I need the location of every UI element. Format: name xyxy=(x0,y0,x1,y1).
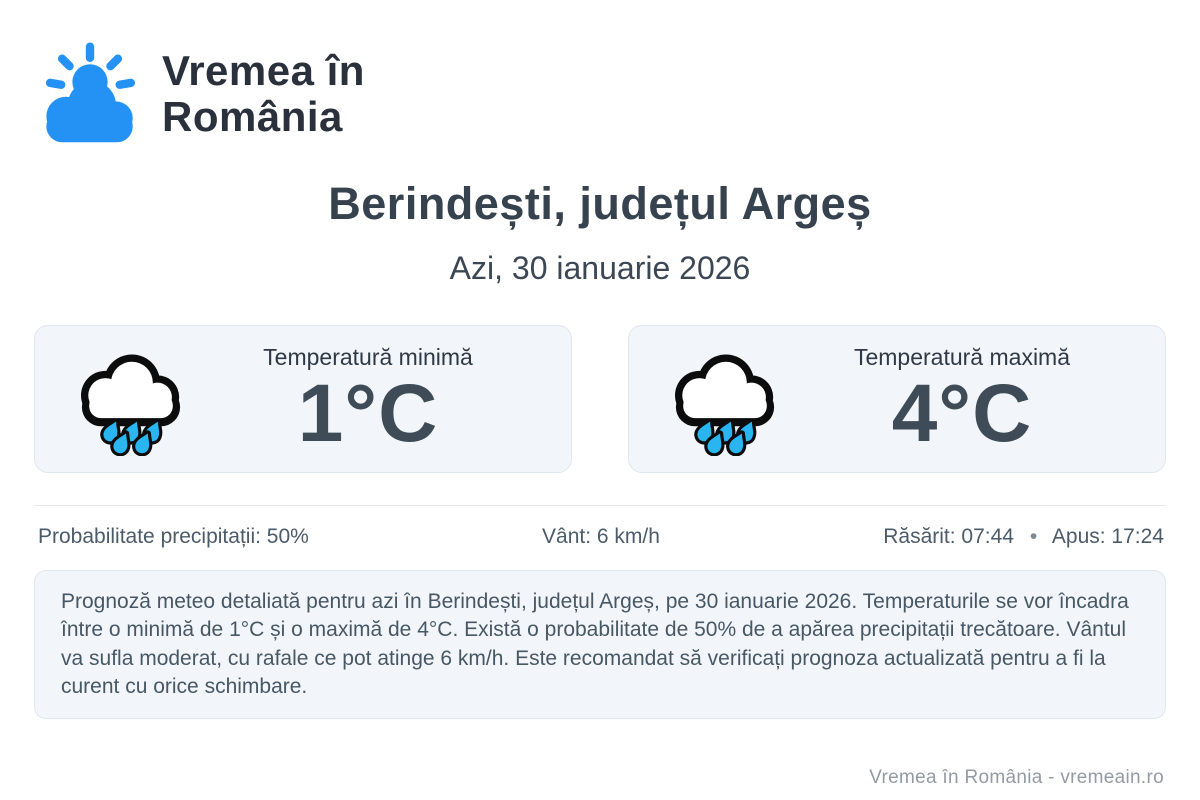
forecast-description-box xyxy=(34,570,1166,719)
brand-name xyxy=(162,48,365,140)
footer-branding: Vremea în România - vremeain.ro xyxy=(869,767,1164,788)
precipitation-stat: Probabilitate precipitații: 50% xyxy=(38,525,309,548)
max-temperature-label: Temperatură maximă xyxy=(853,343,1071,370)
max-temperature-text xyxy=(785,343,1139,459)
sunrise-stat: Răsărit: 07:44 xyxy=(883,525,1014,548)
max-temperature-value: 4°C xyxy=(891,367,1033,459)
rain-cloud-icon xyxy=(71,342,191,456)
min-temperature-value: 1°C xyxy=(297,367,439,459)
sunset-stat: Apus: 17:24 xyxy=(1051,525,1164,548)
rain-cloud-icon xyxy=(665,342,785,456)
sun-times-stat xyxy=(789,525,1166,549)
max-temperature-card xyxy=(628,325,1166,473)
page-title: Berindești, județul Argeș xyxy=(328,178,872,229)
min-temperature-label: Temperatură minimă xyxy=(263,343,473,370)
page-subtitle: Azi, 30 ianuarie 2026 xyxy=(449,250,751,286)
temperature-cards xyxy=(34,325,1166,473)
sun-cloud-logo-icon xyxy=(38,40,142,148)
bullet-separator: • xyxy=(1029,525,1038,548)
brand-header xyxy=(38,40,1166,148)
min-temperature-text xyxy=(191,343,545,459)
weather-stats-row xyxy=(34,505,1166,549)
forecast-text: Prognoză meteo detaliată pentru azi în Berindești, județul Argeș, pe 30 ianuarie 2026. Temperaturile se vor încadra între o minimă de 1°C și o maximă de 4°C. Există o probabilitate de 50% de a apărea precipitații trecătoare. Vântul va sufla moderat, cu rafale ce pot atinge 6 km/h. Este recomandat să verificați prognoza actualizată pentru a fi la curent cu orice schimbare. xyxy=(61,590,1129,699)
brand-name-line2: România xyxy=(162,93,343,140)
min-temperature-card xyxy=(34,325,572,473)
wind-stat: Vânt: 6 km/h xyxy=(542,525,660,548)
brand-name-line1: Vremea în xyxy=(162,46,365,94)
